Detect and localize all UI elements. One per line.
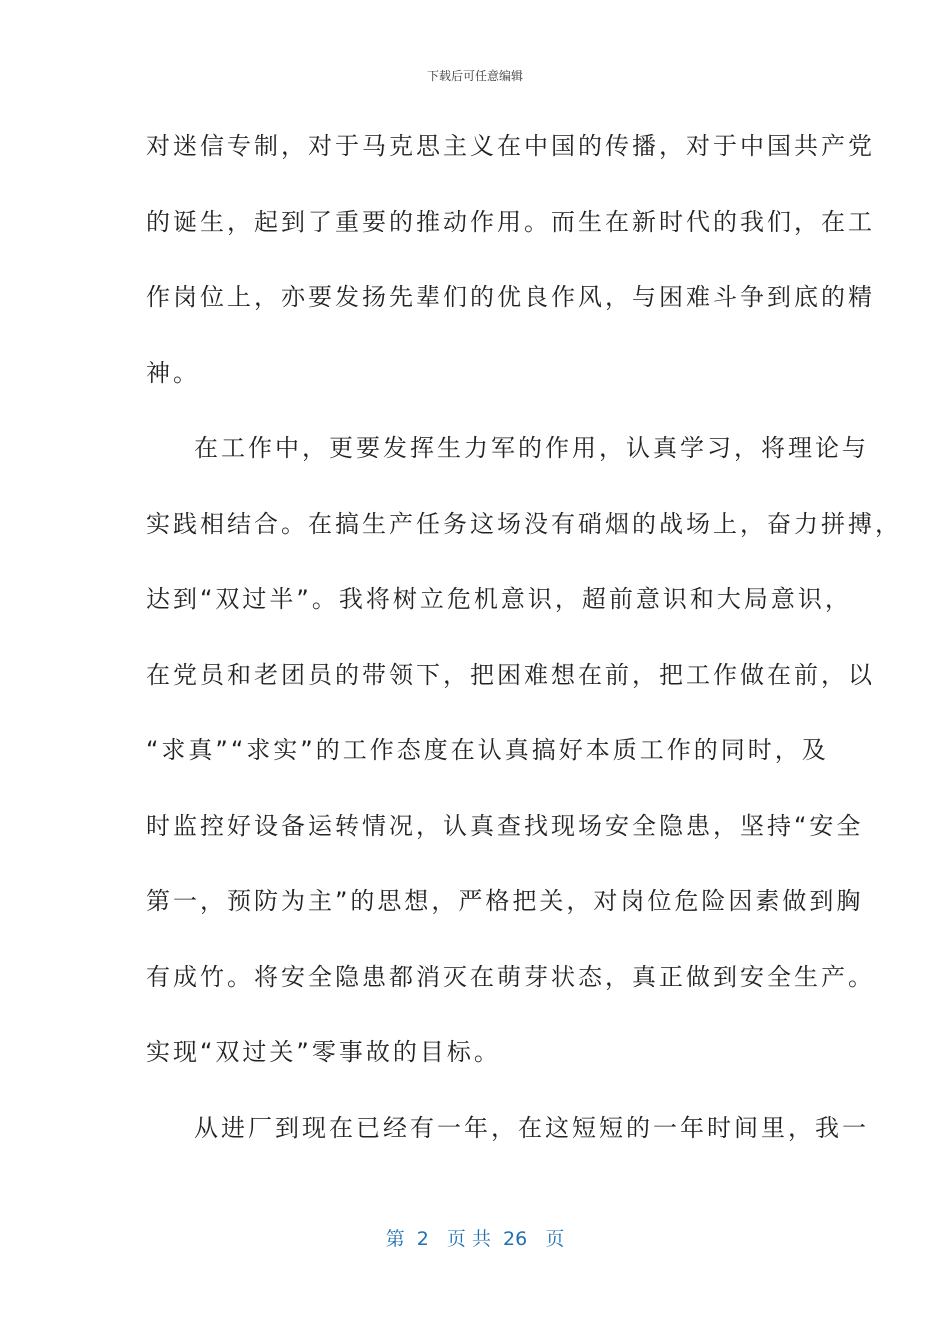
text-line-12: 有成竹。将安全隐患都消灭在萌芽状态，真正做到安全生产。 bbox=[146, 962, 875, 991]
text-line-11: 第一，预防为主”的思想，严格把关，对岗位危险因素做到胸 bbox=[146, 887, 864, 915]
page-header-note: 下载后可任意编辑 bbox=[426, 69, 523, 83]
text-line-6: 实践相结合。在搞生产任务这场没有硝烟的战场上，奋力拼搏， bbox=[146, 509, 902, 538]
text-line-9: “求真”“求实”的工作态度在认真搞好本质工作的同时，及 bbox=[146, 736, 829, 764]
text-line-14: 从进厂到现在已经有一年，在这短短的一年时间里，我一 bbox=[194, 1113, 869, 1142]
document-body bbox=[146, 124, 902, 1181]
text-line-5: 在工作中，更要发挥生力军的作用，认真学习，将理论与 bbox=[194, 434, 869, 462]
text-line-3: 作岗位上，亦要发扬先辈们的优良作风，与困难斗争到底的精 bbox=[146, 283, 875, 311]
page-number-footer: 第 2 页 共 26 页 bbox=[385, 1228, 565, 1250]
text-line-8: 在党员和老团员的带领下，把困难想在前，把工作做在前，以 bbox=[146, 660, 875, 689]
text-line-13: 实现“双过关”零事故的目标。 bbox=[146, 1038, 501, 1066]
text-line-4: 神。 bbox=[146, 358, 200, 387]
text-line-2: 的诞生，起到了重要的推动作用。而生在新时代的我们，在工 bbox=[146, 207, 875, 236]
text-line-1: 对迷信专制，对于马克思主义在中国的传播，对于中国共产党 bbox=[146, 132, 875, 160]
text-line-7: 达到“双过半”。我将树立危机意识，超前意识和大局意识， bbox=[146, 585, 852, 613]
text-line-10: 时监控好设备运转情况，认真查找现场安全隐患，坚持“安全 bbox=[146, 811, 864, 840]
